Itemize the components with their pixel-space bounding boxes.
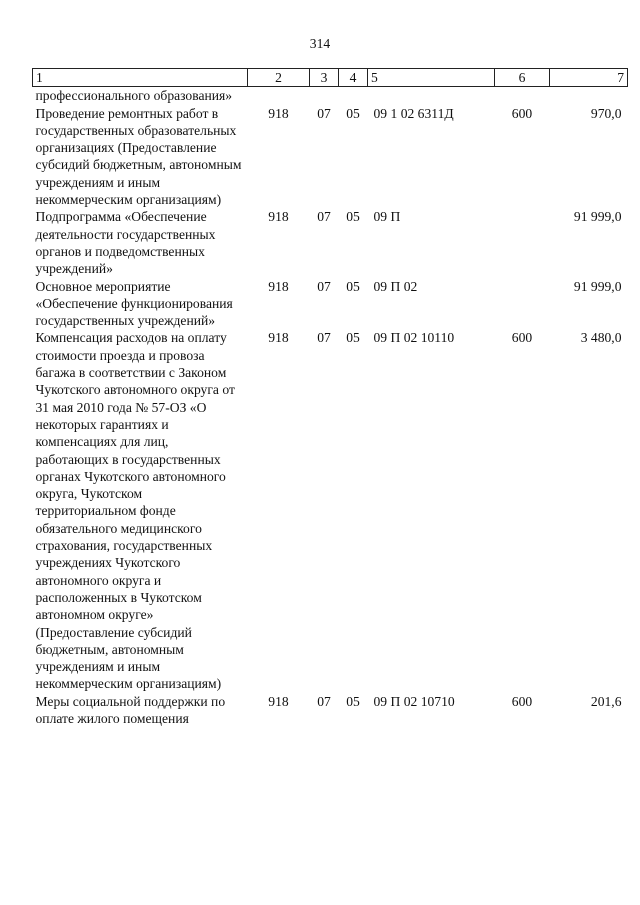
row-ministry: 918 [268, 278, 289, 294]
row-amount: 91 999,0 [573, 278, 622, 294]
table-row [33, 105, 628, 209]
row-type [495, 87, 550, 105]
row-target: 09 П 02 10710 [373, 693, 455, 709]
row-amount: 3 480,0 [580, 330, 622, 346]
table-row [33, 278, 628, 330]
row-subsection: 05 [346, 209, 360, 225]
row-section: 07 [317, 105, 331, 121]
row-target: 09 1 02 6311Д [373, 105, 454, 121]
row-ministry: 918 [268, 693, 289, 709]
header-col-7: 7 [550, 69, 628, 87]
header-col-4: 4 [339, 69, 368, 87]
row-ministry [248, 87, 310, 105]
row-section [310, 87, 339, 105]
row-section: 07 [317, 693, 331, 709]
header-col-6: 6 [495, 69, 550, 87]
table-row [33, 208, 628, 277]
budget-table [32, 68, 628, 727]
header-col-5: 5 [368, 69, 495, 87]
row-type [495, 278, 550, 330]
header-col-3: 3 [310, 69, 339, 87]
row-amount: 201,6 [590, 693, 622, 709]
row-name: Основное мероприятие «Обеспечение функционирования государственных учреждений» [35, 278, 233, 329]
row-subsection: 05 [346, 278, 360, 294]
row-target: 09 П [373, 209, 401, 225]
row-type: 600 [511, 330, 533, 346]
row-ministry: 918 [268, 105, 289, 121]
row-name: профессионального образования» [35, 88, 233, 104]
row-target: 09 П 02 [373, 278, 418, 294]
row-section: 07 [317, 209, 331, 225]
header-row [33, 69, 628, 87]
page-number: 314 [309, 36, 331, 51]
header-col-2: 2 [248, 69, 310, 87]
row-amount: 970,0 [590, 105, 622, 121]
row-ministry: 918 [268, 330, 289, 346]
row-section: 07 [317, 278, 331, 294]
row-subsection [339, 87, 368, 105]
row-name: Проведение ремонтных работ в государственных образовательных организациях (Предоставление субсидий бюджетным, автономным учреждениям и иным некоммерческим организациям) [35, 105, 242, 208]
row-type: 600 [511, 105, 533, 121]
table-row [33, 87, 628, 105]
row-name: Меры социальной поддержки по оплате жилого помещения [35, 693, 226, 726]
row-type: 600 [511, 693, 533, 709]
row-amount: 91 999,0 [573, 209, 622, 225]
header-col-1: 1 [33, 69, 248, 87]
row-amount [550, 87, 628, 105]
row-type [495, 208, 550, 277]
row-section: 07 [317, 330, 331, 346]
row-ministry: 918 [268, 209, 289, 225]
row-target: 09 П 02 10110 [373, 330, 455, 346]
row-name: Компенсация расходов на оплату стоимости проезда и провоза багажа в соответствии с Законом Чукотского автономного округа от 31 мая 2010 года № 57-ОЗ «О некоторых гарантиях и компенсациях для лиц, работающих в государственных органах Чукотского автономного округа, Чукотском территориальном фонде обязательного медицинского страхования, государственных учреждениях Чукотского автономного округа и расположенных в Чукотском автономном округе» (Предоставление субсидий бюджетным, автономным учреждениям и иным некоммерческим организациям) [35, 330, 235, 692]
row-name: Подпрограмма «Обеспечение деятельности государственных органов и подведомственных учреждений» [35, 209, 216, 277]
table-header [33, 69, 628, 87]
row-subsection: 05 [346, 693, 360, 709]
row-subsection: 05 [346, 105, 360, 121]
table-body [33, 87, 628, 727]
table-row [33, 693, 628, 728]
row-target [368, 87, 495, 105]
table-row [33, 329, 628, 692]
row-subsection: 05 [346, 330, 360, 346]
